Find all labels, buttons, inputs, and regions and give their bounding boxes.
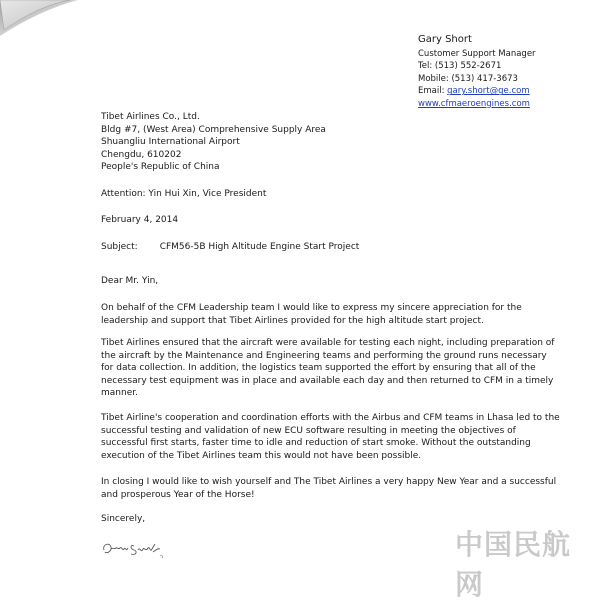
recipient-address [101, 111, 326, 174]
subject-label: Subject: [101, 242, 138, 252]
attention-line: Attention: Yin Hui Xin, Vice President [101, 189, 267, 199]
sender-name: Gary Short [418, 34, 472, 45]
sender-tel: Tel: (513) 552-2671 [418, 61, 502, 72]
subject-text: CFM56-5B High Altitude Engine Start Project [159, 242, 360, 252]
sender-email-label: Email: [418, 86, 448, 97]
watermark-logo [455, 523, 595, 601]
body-paragraph: On behalf of the CFM Leadership team I would like to express my sincere appreciation for the leadership and support that Tibet Airlines provided for the high altitude start project. [101, 303, 522, 326]
recipient-line: Bldg #7, (West Area) Comprehensive Supply Area [101, 124, 326, 135]
sender-email-row [418, 85, 536, 97]
sender-title: Customer Support Manager [418, 49, 536, 59]
recipient-line: Tibet Airlines Co., Ltd. [101, 112, 200, 122]
recipient-line: People's Republic of China [101, 162, 220, 173]
sender-website-row [418, 98, 536, 110]
closing: Sincerely, [101, 514, 146, 524]
recipient-line: Shuangliu International Airport [101, 137, 240, 148]
page-curl-shadow [0, 0, 78, 36]
letter-date: February 4, 2014 [101, 215, 179, 225]
sender-mobile: Mobile: (513) 417-3673 [418, 73, 518, 84]
sender-block [418, 33, 536, 110]
sender-website-link[interactable]: www.cfmaeroengines.com [418, 98, 530, 109]
body-paragraph: Tibet Airline's cooperation and coordination efforts with the Airbus and CFM teams in Lhasa led to the successful testing and validation of new ECU software resulting in meeting the objectives of successful first starts, faster time to idle and reduction of start smoke. Without the outstanding execution of the Tibet Airlines team this would not have been possible. [101, 413, 560, 461]
watermark-text: 中国民航网 [455, 528, 572, 601]
salutation: Dear Mr. Yin, [101, 276, 159, 286]
recipient-line: Chengdu, 610202 [101, 149, 182, 160]
body-paragraph: Tibet Airlines ensured that the aircraft were available for testing each night, including preparation of the aircraft by the Maintenance and Engineering teams and performing the ground runs necessary for data collection. In addition, the logistics team supported the effort by ensuring that all of the necessary test equipment was in place and available each day and then returned to CFM in a timely manner. [101, 338, 555, 399]
subject-line [101, 242, 359, 252]
sender-email-link[interactable]: gary.short@ge.com [447, 86, 530, 97]
handwritten-signature [100, 536, 170, 562]
body-paragraph: In closing I would like to wish yourself and The Tibet Airlines a very happy New Year and a successful and prosperous Year of the Horse! [101, 477, 557, 500]
